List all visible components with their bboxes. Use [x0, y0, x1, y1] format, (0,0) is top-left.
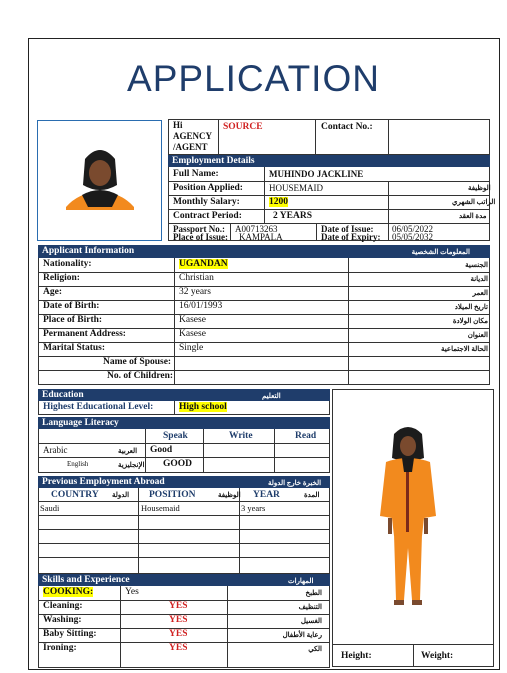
arabic-label-country: الدولة: [112, 491, 130, 499]
place-issue-label: Place of Issue:: [173, 233, 228, 242]
arabic-label-skill: الطبخ: [305, 589, 322, 597]
skill-label: Washing:: [43, 615, 82, 625]
arabic-label-year: المدة: [304, 491, 320, 499]
language-arabic-label: Arabic: [43, 445, 68, 455]
contract-label: Contract Period:: [173, 211, 242, 221]
language-header: Language Literacy: [38, 417, 330, 429]
applicant-value: UGANDAN: [179, 259, 228, 269]
salary-label: Monthly Salary:: [173, 197, 240, 207]
applicant-label: Religion:: [43, 273, 80, 283]
issue-date-label: Date of Issue:: [321, 224, 374, 234]
arabic-label-contract: مدة العقد: [459, 212, 487, 220]
skill-label: Ironing:: [43, 643, 77, 653]
skill-value: Yes: [125, 587, 139, 597]
col-read: Read: [295, 431, 317, 441]
arabic-label-applicant: المعلومات الشخصية: [411, 248, 470, 256]
agency-label: AGENCY: [173, 131, 213, 141]
education-header: [38, 389, 330, 401]
full-name-value: MUHINDO JACKLINE: [269, 169, 364, 179]
col-write: Write: [229, 431, 253, 441]
skill-label: COOKING:: [43, 587, 94, 597]
height-label: Height:: [341, 651, 372, 661]
skill-label: Cleaning:: [43, 601, 83, 611]
arabic-label-skill: رعاية الأطفال: [282, 631, 322, 639]
arabic-label-applicant-row: الجنسية: [465, 261, 488, 269]
contact-label: Contact No.:: [321, 122, 373, 132]
previous-header: [38, 476, 330, 488]
applicant-label: Place of Birth:: [43, 315, 103, 325]
employment-header: Employment Details: [168, 155, 490, 167]
education-level-value: High school: [179, 402, 227, 412]
applicant-value: Christian: [179, 273, 214, 283]
arabic-label-salary: الراتب الشهري: [452, 198, 496, 206]
arabic-label-applicant-row: العمر: [472, 289, 488, 297]
applicant-value: Kasese: [179, 329, 206, 339]
skill-label: Baby Sitting:: [43, 629, 97, 639]
arabic-label-english: الإنجليزية: [118, 461, 145, 469]
education-header-label: Education: [42, 390, 84, 400]
arabic-label-applicant-row: الديانة: [470, 275, 488, 283]
weight-label: Weight:: [421, 651, 454, 661]
expiry-value: 05/05/2032: [392, 233, 434, 242]
applicant-label: Nationality:: [43, 259, 92, 269]
agent-label: /AGENT: [173, 142, 208, 152]
col-position: POSITION: [149, 490, 196, 500]
position-label: Position Applied:: [173, 183, 243, 193]
arabic-label-skill: الكي: [308, 645, 322, 653]
arabic-label-applicant-row: الحالة الاجتماعية: [441, 345, 488, 353]
applicant-value: 32 years: [179, 287, 211, 297]
skill-value: YES: [169, 643, 188, 653]
applicant-label: Age:: [43, 287, 62, 297]
applicant-label: Marital Status:: [43, 343, 106, 353]
source-label: SOURCE: [223, 122, 263, 132]
skills-header-label: Skills and Experience: [42, 575, 130, 585]
arabic-label-applicant-row: العنوان: [467, 331, 488, 339]
arabic-label-arabic: العربية: [118, 447, 138, 455]
full-name-label: Full Name:: [173, 169, 219, 179]
arabic-label-position-col: الوظيفة: [218, 491, 241, 499]
previous-year-value: 3 years: [241, 503, 266, 513]
col-speak: Speak: [163, 431, 188, 441]
headshot-photo: [37, 120, 162, 241]
applicant-label: Date of Birth:: [43, 301, 100, 311]
arabic-label-applicant-row: مكان الولادة: [452, 317, 488, 325]
col-year: YEAR: [253, 490, 280, 500]
page-title: APPLICATION: [127, 58, 380, 99]
contract-value: 2 YEARS: [273, 211, 312, 221]
arabic-label-applicant-row: تاريخ الميلاد: [454, 303, 488, 311]
place-issue-value: KAMPALA: [239, 233, 283, 242]
fullbody-photo: [372, 424, 444, 608]
passport-value: A00713263: [235, 224, 278, 234]
previous-header-label: Previous Employment Abroad: [42, 477, 165, 487]
issue-date-value: 06/05/2022: [392, 224, 434, 234]
skill-value: YES: [169, 629, 188, 639]
applicant-label: Name of Spouse:: [103, 357, 172, 367]
language-arabic-speak: Good: [150, 445, 173, 455]
applicant-value: Kasese: [179, 315, 206, 325]
col-country: COUNTRY: [51, 490, 99, 500]
applicant-value: 16/01/1993: [179, 301, 223, 311]
applicant-value: Single: [179, 343, 204, 353]
position-value: HOUSEMAID: [269, 183, 323, 193]
arabic-label-education: التعليم: [262, 392, 281, 400]
arabic-label-previous: الخبرة خارج الدولة: [268, 479, 322, 487]
skill-value: YES: [169, 615, 188, 625]
skill-value: YES: [169, 601, 188, 611]
passport-label: Passport No.:: [173, 224, 225, 234]
applicant-label: No. of Children:: [107, 371, 174, 381]
previous-country-value: Saudi: [40, 503, 60, 513]
arabic-label-position: الوظيفة: [468, 184, 491, 192]
arabic-label-skill: الغسيل: [300, 617, 322, 625]
language-english-speak: GOOD: [163, 459, 193, 469]
expiry-label: Date of Expiry:: [321, 233, 381, 242]
applicant-label: Permanent Address:: [43, 329, 126, 339]
applicant-header: [38, 245, 490, 258]
previous-position-value: Housemaid: [141, 503, 180, 513]
salary-value: 1200: [269, 197, 288, 207]
skills-header: [38, 574, 330, 586]
arabic-label-skill: التنظيف: [298, 603, 322, 611]
arabic-label-skills: المهارات: [288, 577, 314, 585]
applicant-header-label: Applicant Information: [42, 246, 135, 256]
hi-label: Hi: [173, 120, 183, 130]
language-english-label: English: [67, 460, 89, 468]
education-level-label: Highest Educational Level:: [43, 402, 154, 412]
